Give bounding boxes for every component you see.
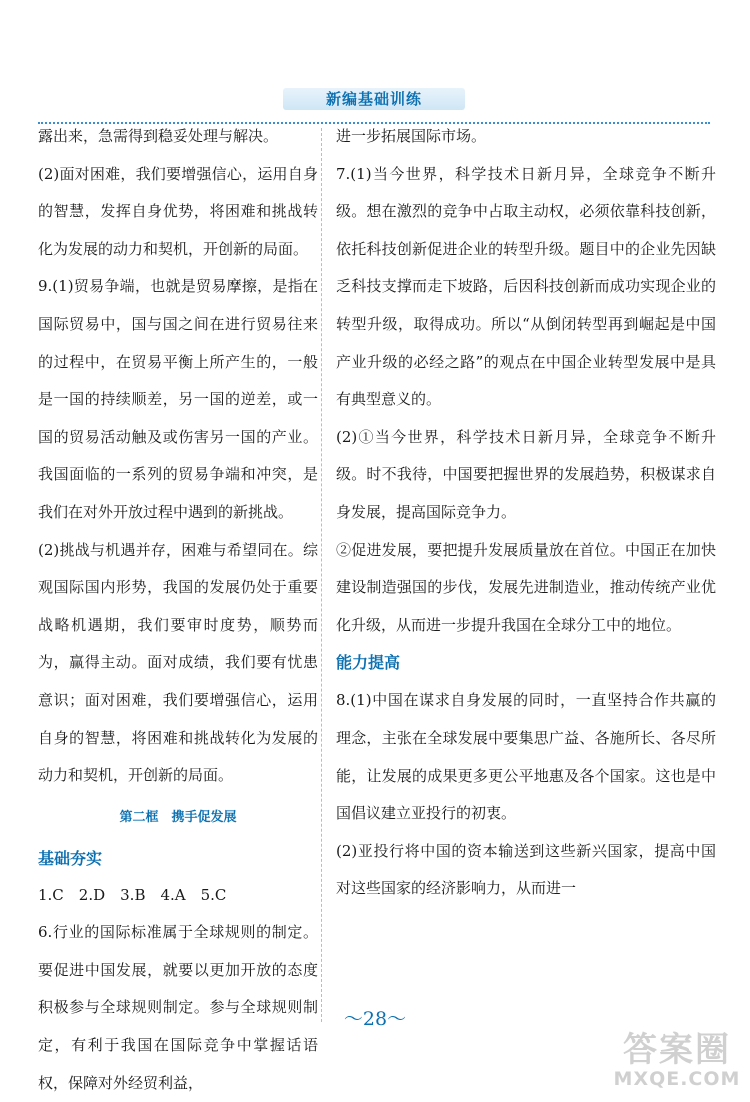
answer-8-2: (2)亚投行将中国的资本输送到这些新兴国家，提高中国对这些国家的经济影响力，从而进一 xyxy=(336,841,716,898)
answer-7-2b: ②促进发展，要把提升发展质量放在首位。中国正在加快建设制造强国的步伐，发展先进制造业，推动传统产业优化升级，从而进一步提升我国在全球分工中的地位。 xyxy=(336,540,716,634)
continued-paragraph-right: 进一步拓展国际市场。 xyxy=(336,127,487,145)
answer-9-2: (2)挑战与机遇并存，困难与希望同在。综观国际国内形势，我国的发展仍处于重要战略机遇期，我们要审时度势，顺势而为，赢得主动。面对成绩，我们要有忧患意识；面对困难，我们要增强信心，运用自身的智慧，将困难和挑战转化为发展的动力和契机，开创新的局面。 xyxy=(38,540,318,785)
continued-paragraph: 露出来，急需得到稳妥处理与解决。 xyxy=(38,127,279,145)
subsection-title: 第二框 携手促发展 xyxy=(119,809,237,825)
answer-6: 6.行业的国际标准属于全球规则的制定。要促进中国发展，就要以更加开放的态度积极参与全球规则制定。参与全球规则制定，有利于我国在国际竞争中掌握话语权，保障对外经贸利益， xyxy=(38,923,318,1092)
watermark-line1: 答案圈 xyxy=(623,1030,731,1070)
answer-paragraph: (2)面对困难，我们要增强信心，运用自身的智慧，发挥自身优势，将困难和挑战转化为发展的动力和契机，开创新的局面。 xyxy=(38,164,318,258)
answer-7-2a: (2)①当今世界，科学技术日新月异，全球竞争不断升级。时不我待，中国要把握世界的发展趋势，积极谋求自身发展，提高国际竞争力。 xyxy=(336,427,716,521)
left-column xyxy=(38,118,318,1102)
header-title: 新编基础训练 xyxy=(283,88,465,110)
right-column xyxy=(336,118,716,908)
column-divider xyxy=(321,128,322,1022)
answer-9-1: 9.(1)贸易争端，也就是贸易摩擦，是指在国际贸易中，国与国之间在进行贸易往来的过程中，在贸易平衡上所产生的，一般是一国的持续顺差，另一国的逆差，或一国的贸易活动触及或伤害另一国的产业。我国面临的一系列的贸易争端和冲突，是我们在对外开放过程中遇到的新挑战。 xyxy=(38,277,318,521)
page-number: ～28～ xyxy=(343,1008,407,1030)
section-title-nengli: 能力提高 xyxy=(336,653,401,673)
answer-8-1: 8.(1)中国在谋求自身发展的同时，一直坚持合作共赢的理念，主张在全球发展中要集思广益、各施所长、各尽所能，让发展的成果更多更公平地惠及各个国家。这也是中国倡议建立亚投行的初衷。 xyxy=(336,691,716,823)
watermark-logo xyxy=(612,1022,742,1094)
watermark-line2: MXQE.COM xyxy=(613,1068,741,1090)
answer-7-1: 7.(1)当今世界，科学技术日新月异，全球竞争不断升级。想在激烈的竞争中占取主动权，必须依靠科技创新，依托科技创新促进企业的转型升级。题目中的企业先因缺乏科技支撑而走下坡路，后因科技创新而成功实现企业的转型升级，取得成功。所以“从倒闭转型再到崛起是中国产业升级的必经之路”的观点在中国企业转型发展中是具有典型意义的。 xyxy=(336,164,716,409)
section-title-jichu: 基础夯实 xyxy=(38,848,103,868)
choice-answers: 1.C 2.D 3.B 4.A 5.C xyxy=(38,885,227,904)
